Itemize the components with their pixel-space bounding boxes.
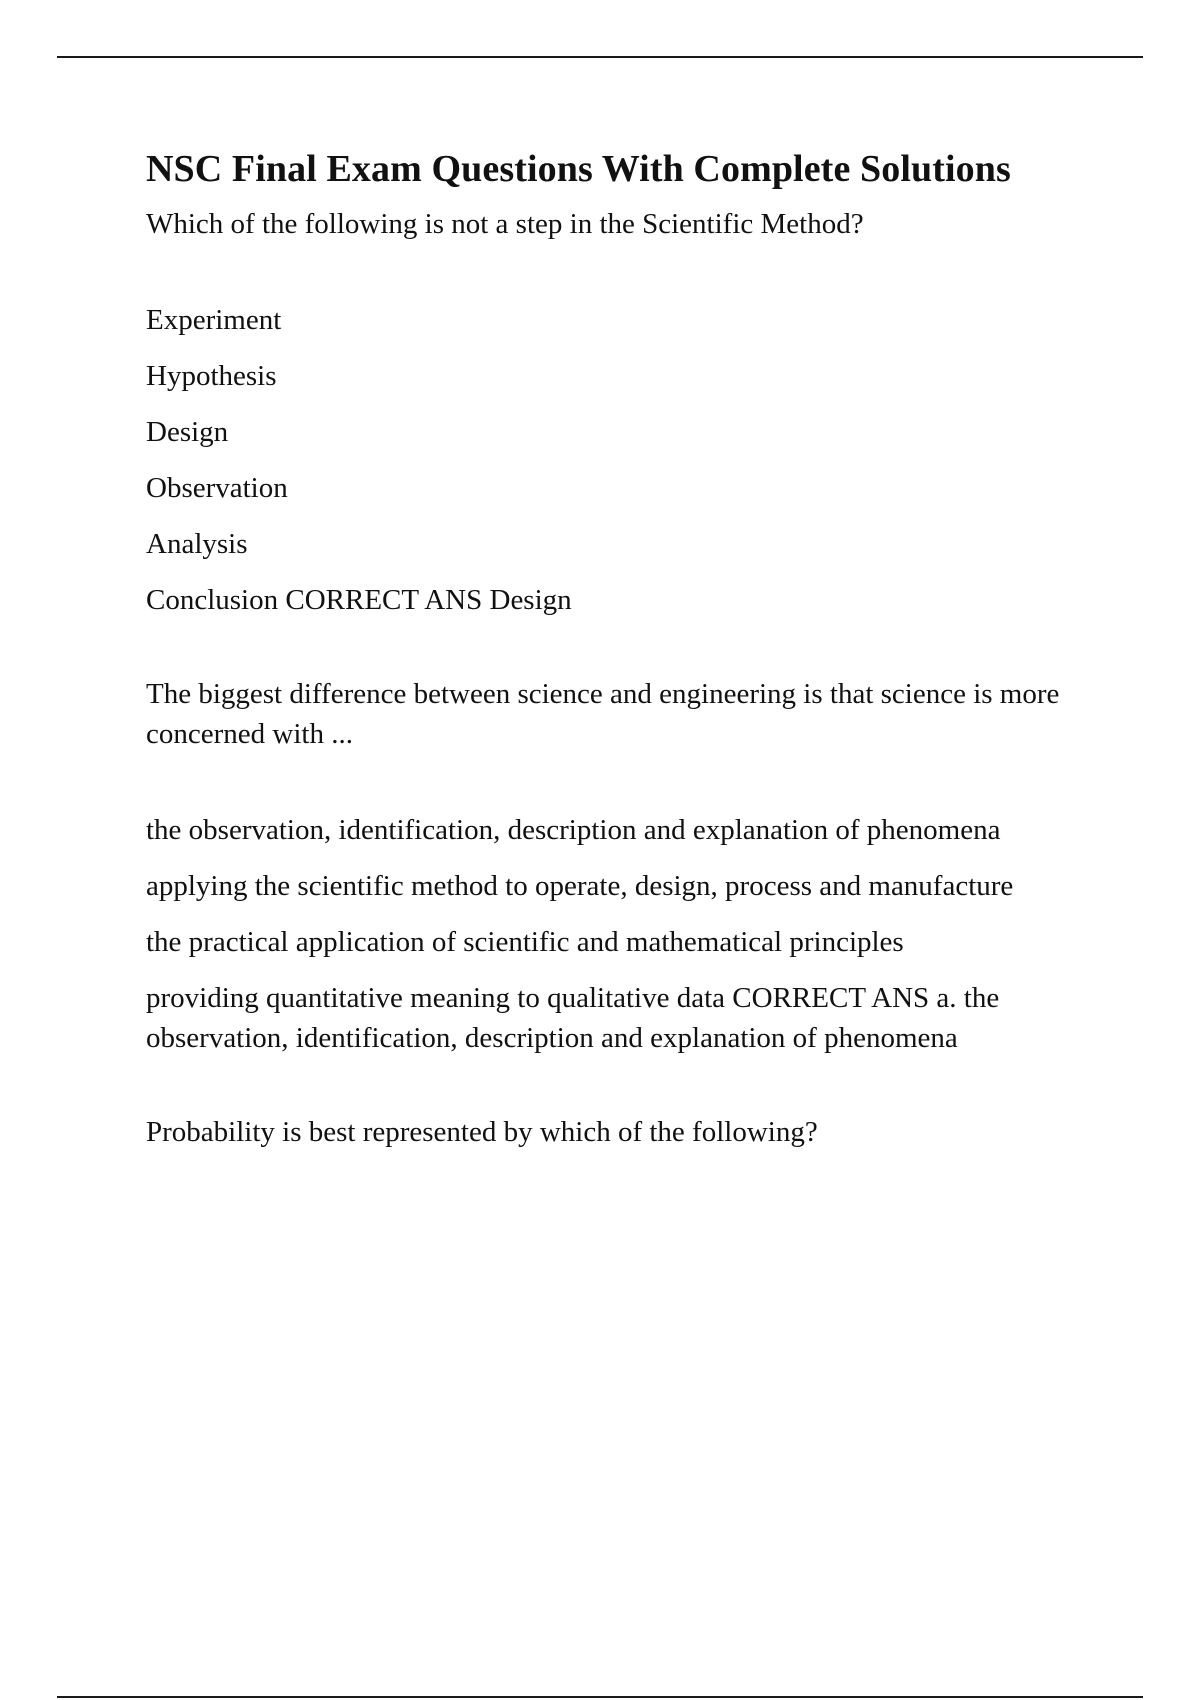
answer-option: Observation bbox=[146, 472, 288, 504]
question-text: The biggest difference between science and engineering is that science is more concerned with ... bbox=[146, 678, 1060, 750]
document-title: NSC Final Exam Questions With Complete Solutions bbox=[146, 148, 1011, 190]
answer-option: the practical application of scientific and mathematical principles bbox=[146, 926, 904, 958]
answer-option: Design bbox=[146, 416, 229, 448]
bottom-divider bbox=[57, 1696, 1143, 1698]
answer-option: applying the scientific method to operate, design, process and manufacture bbox=[146, 870, 1014, 902]
answer-option: Experiment bbox=[146, 304, 282, 336]
question-text: Which of the following is not a step in the Scientific Method? bbox=[146, 208, 864, 240]
answer-options bbox=[146, 300, 1106, 620]
top-divider bbox=[57, 56, 1143, 58]
question-block-3 bbox=[146, 1112, 1106, 1152]
answer-option-with-correct-answer: providing quantitative meaning to qualitative data CORRECT ANS a. the observation, identification, description and explanation of phenomena bbox=[146, 982, 1000, 1054]
answer-options bbox=[146, 810, 1106, 1058]
document-body bbox=[146, 140, 1106, 1152]
question-block-2 bbox=[146, 674, 1106, 1058]
answer-option: the observation, identification, description and explanation of phenomena bbox=[146, 814, 1001, 846]
question-block-1 bbox=[146, 204, 1106, 620]
answer-option-with-correct-answer: Conclusion CORRECT ANS Design bbox=[146, 584, 572, 616]
answer-option: Analysis bbox=[146, 528, 248, 560]
question-text: Probability is best represented by which of the following? bbox=[146, 1116, 818, 1148]
answer-option: Hypothesis bbox=[146, 360, 277, 392]
